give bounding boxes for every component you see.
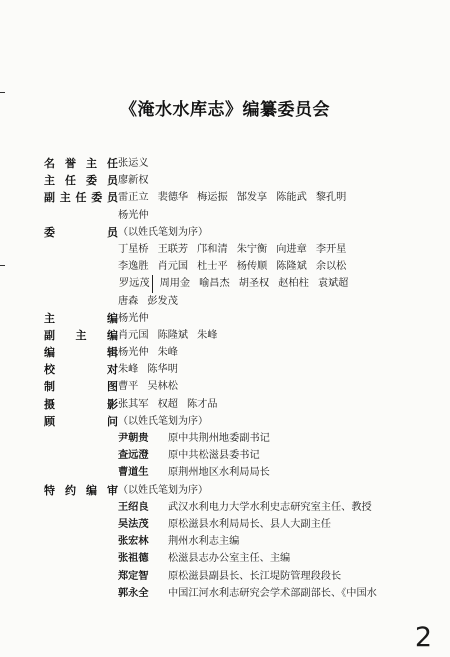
- role-label: 制 图: [44, 380, 118, 394]
- names-cell: [118, 499, 440, 516]
- member-name: 廖新权: [118, 175, 149, 187]
- names-cell: [118, 207, 440, 224]
- member-name: 陈隆斌: [276, 261, 307, 273]
- advisor-title: 武汉水利电力大学水利史志研究室主任、教授: [168, 501, 372, 513]
- committee-row: [0, 430, 450, 447]
- member-name: 袁斌超: [317, 278, 349, 290]
- member-name: 张其军: [118, 398, 149, 410]
- advisor-name: 查远澄: [118, 450, 149, 462]
- names-cell: [118, 241, 440, 258]
- role-label: 编 辑: [44, 346, 118, 360]
- committee-row: [0, 172, 450, 189]
- role-label: 名 誉 主 任: [44, 157, 118, 170]
- advisor-name: 王绍良: [118, 501, 149, 513]
- member-name: 余以松: [315, 261, 347, 273]
- role-label: 主 编: [44, 311, 118, 325]
- member-name: 朱峰: [118, 364, 139, 376]
- advisor-name: 郑定智: [118, 570, 149, 582]
- order-note: （以姓氏笔划为序）: [118, 226, 208, 238]
- role-label: 顾 问: [44, 414, 118, 428]
- names-cell: [118, 378, 440, 395]
- order-note: （以姓氏笔划为序）: [118, 415, 208, 427]
- member-name: 向进章: [276, 243, 307, 255]
- member-name: 朱峰: [157, 347, 178, 359]
- member-name: 王联芳: [157, 243, 189, 255]
- names-cell: [118, 275, 440, 292]
- advisor-title: 松滋县志办公室主任、主编: [168, 553, 291, 565]
- margin-mark: [0, 92, 5, 93]
- committee-row: [0, 189, 450, 206]
- member-name: 赵柏柱: [278, 278, 309, 290]
- committee-row: [0, 413, 450, 430]
- committee-row: [0, 155, 450, 172]
- advisor-title: 原松滋县水利局局长、县人大副主任: [168, 518, 331, 530]
- member-name: 杨光仲: [118, 209, 149, 221]
- names-cell: [118, 172, 440, 189]
- committee-row: [0, 482, 450, 499]
- member-name: 肖元国: [118, 329, 149, 341]
- names-cell: [118, 344, 440, 361]
- member-name: 胡圣权: [238, 278, 270, 290]
- member-name: 郜发享: [236, 192, 268, 204]
- names-cell: [118, 550, 440, 567]
- names-cell: [118, 568, 440, 585]
- names-cell: [118, 361, 440, 378]
- advisor-name: 吴法茂: [118, 518, 149, 530]
- member-name: 张运义: [118, 158, 149, 169]
- advisor-title: 原中共荆州地委副书记: [168, 433, 270, 444]
- member-name: 陈隆斌: [157, 329, 189, 341]
- names-cell: [118, 327, 440, 344]
- page-number: 2: [414, 622, 432, 653]
- order-note: （以姓氏笔划为序）: [118, 484, 208, 496]
- member-name: 唐森: [118, 295, 139, 307]
- names-cell: [118, 258, 440, 275]
- role-label: 副 主 编: [44, 328, 118, 342]
- committee-row: [0, 378, 450, 395]
- names-cell: [118, 155, 440, 172]
- member-name: 朱宁衡: [236, 243, 268, 255]
- member-name: 雷正立: [118, 192, 149, 204]
- member-name: 罗远茂: [118, 275, 151, 292]
- member-name: 李逸胜: [118, 261, 149, 273]
- member-name: 杨传顺: [236, 261, 268, 273]
- names-cell: [118, 464, 440, 481]
- committee-row: [0, 344, 450, 361]
- names-cell: [118, 430, 440, 447]
- names-cell: [118, 413, 440, 430]
- committee-row: [0, 516, 450, 533]
- member-name: 杨光仲: [118, 347, 149, 359]
- committee-row: [0, 585, 450, 602]
- member-name: 吴林松: [147, 381, 178, 393]
- member-name: 邝和清: [197, 243, 228, 255]
- names-cell: [118, 447, 440, 464]
- role-label: 主 任 委 员: [44, 174, 118, 188]
- committee-row: [0, 396, 450, 413]
- advisor-name: 张祖德: [118, 553, 149, 565]
- role-label: 副 主 任 委 员: [44, 191, 118, 205]
- names-cell: [118, 516, 440, 533]
- committee-row: [0, 275, 450, 292]
- committee-row: [0, 464, 450, 481]
- names-cell: [118, 224, 440, 241]
- committee-row: [0, 361, 450, 378]
- committee-row: [0, 550, 450, 567]
- role-label: 摄 影: [44, 397, 118, 411]
- member-name: 杨光仲: [118, 312, 149, 324]
- advisor-title: 原中共松滋县委书记: [168, 450, 260, 462]
- member-name: 权超: [157, 398, 178, 410]
- advisor-title: 原松滋县副县长、长江堤防管理段段长: [168, 570, 342, 582]
- names-cell: [118, 293, 440, 310]
- committee-row: [0, 499, 450, 516]
- member-name: 陈能武: [276, 192, 307, 204]
- names-cell: [118, 396, 440, 413]
- member-name: 梅运振: [197, 192, 228, 204]
- committee-row: [0, 293, 450, 310]
- names-cell: [118, 310, 440, 327]
- committee-row: [0, 224, 450, 241]
- committee-row: [0, 241, 450, 258]
- names-cell: [118, 189, 440, 206]
- names-cell: [118, 482, 440, 499]
- committee-row: [0, 258, 450, 275]
- member-name: 李开星: [315, 243, 347, 255]
- committee-row: [0, 533, 450, 550]
- member-name: 肖元国: [157, 261, 189, 273]
- member-name: 陈华明: [147, 364, 178, 376]
- advisor-title: 原荆州地区水利局局长: [168, 467, 270, 479]
- committee-list: [0, 155, 450, 602]
- member-name: 陈才品: [186, 398, 218, 410]
- member-name: 丁星桥: [118, 243, 149, 255]
- advisor-name: 曹道生: [118, 467, 149, 479]
- names-cell: [118, 585, 440, 602]
- member-name: 朱峰: [197, 329, 218, 341]
- committee-row: [0, 447, 450, 464]
- member-name: 曹平: [118, 381, 139, 393]
- advisor-title: 中国江河水利志研究会学术部副部长、《中国水: [168, 587, 377, 599]
- member-name: 周用金: [159, 278, 191, 290]
- advisor-name: 张宏林: [118, 536, 149, 548]
- role-label: 校 对: [44, 363, 118, 377]
- advisor-name: 尹朝贵: [118, 433, 149, 444]
- committee-row: [0, 310, 450, 327]
- committee-row: [0, 568, 450, 585]
- advisor-name: 郭永全: [118, 587, 149, 599]
- member-name: 黎孔明: [315, 192, 347, 204]
- member-name: 喻昌杰: [199, 278, 230, 290]
- names-cell: [118, 533, 440, 550]
- role-label: 委 员: [44, 225, 118, 239]
- member-name: 裴德华: [157, 192, 189, 204]
- member-name: 杜士平: [197, 261, 228, 273]
- role-label: 特 约 编 审: [44, 483, 118, 497]
- committee-row: [0, 327, 450, 344]
- member-name: 彭发茂: [147, 295, 178, 307]
- advisor-title: 荆州水利志主编: [168, 536, 240, 548]
- committee-row: [0, 207, 450, 224]
- page-title: 《淹水水库志》编纂委员会: [120, 100, 330, 120]
